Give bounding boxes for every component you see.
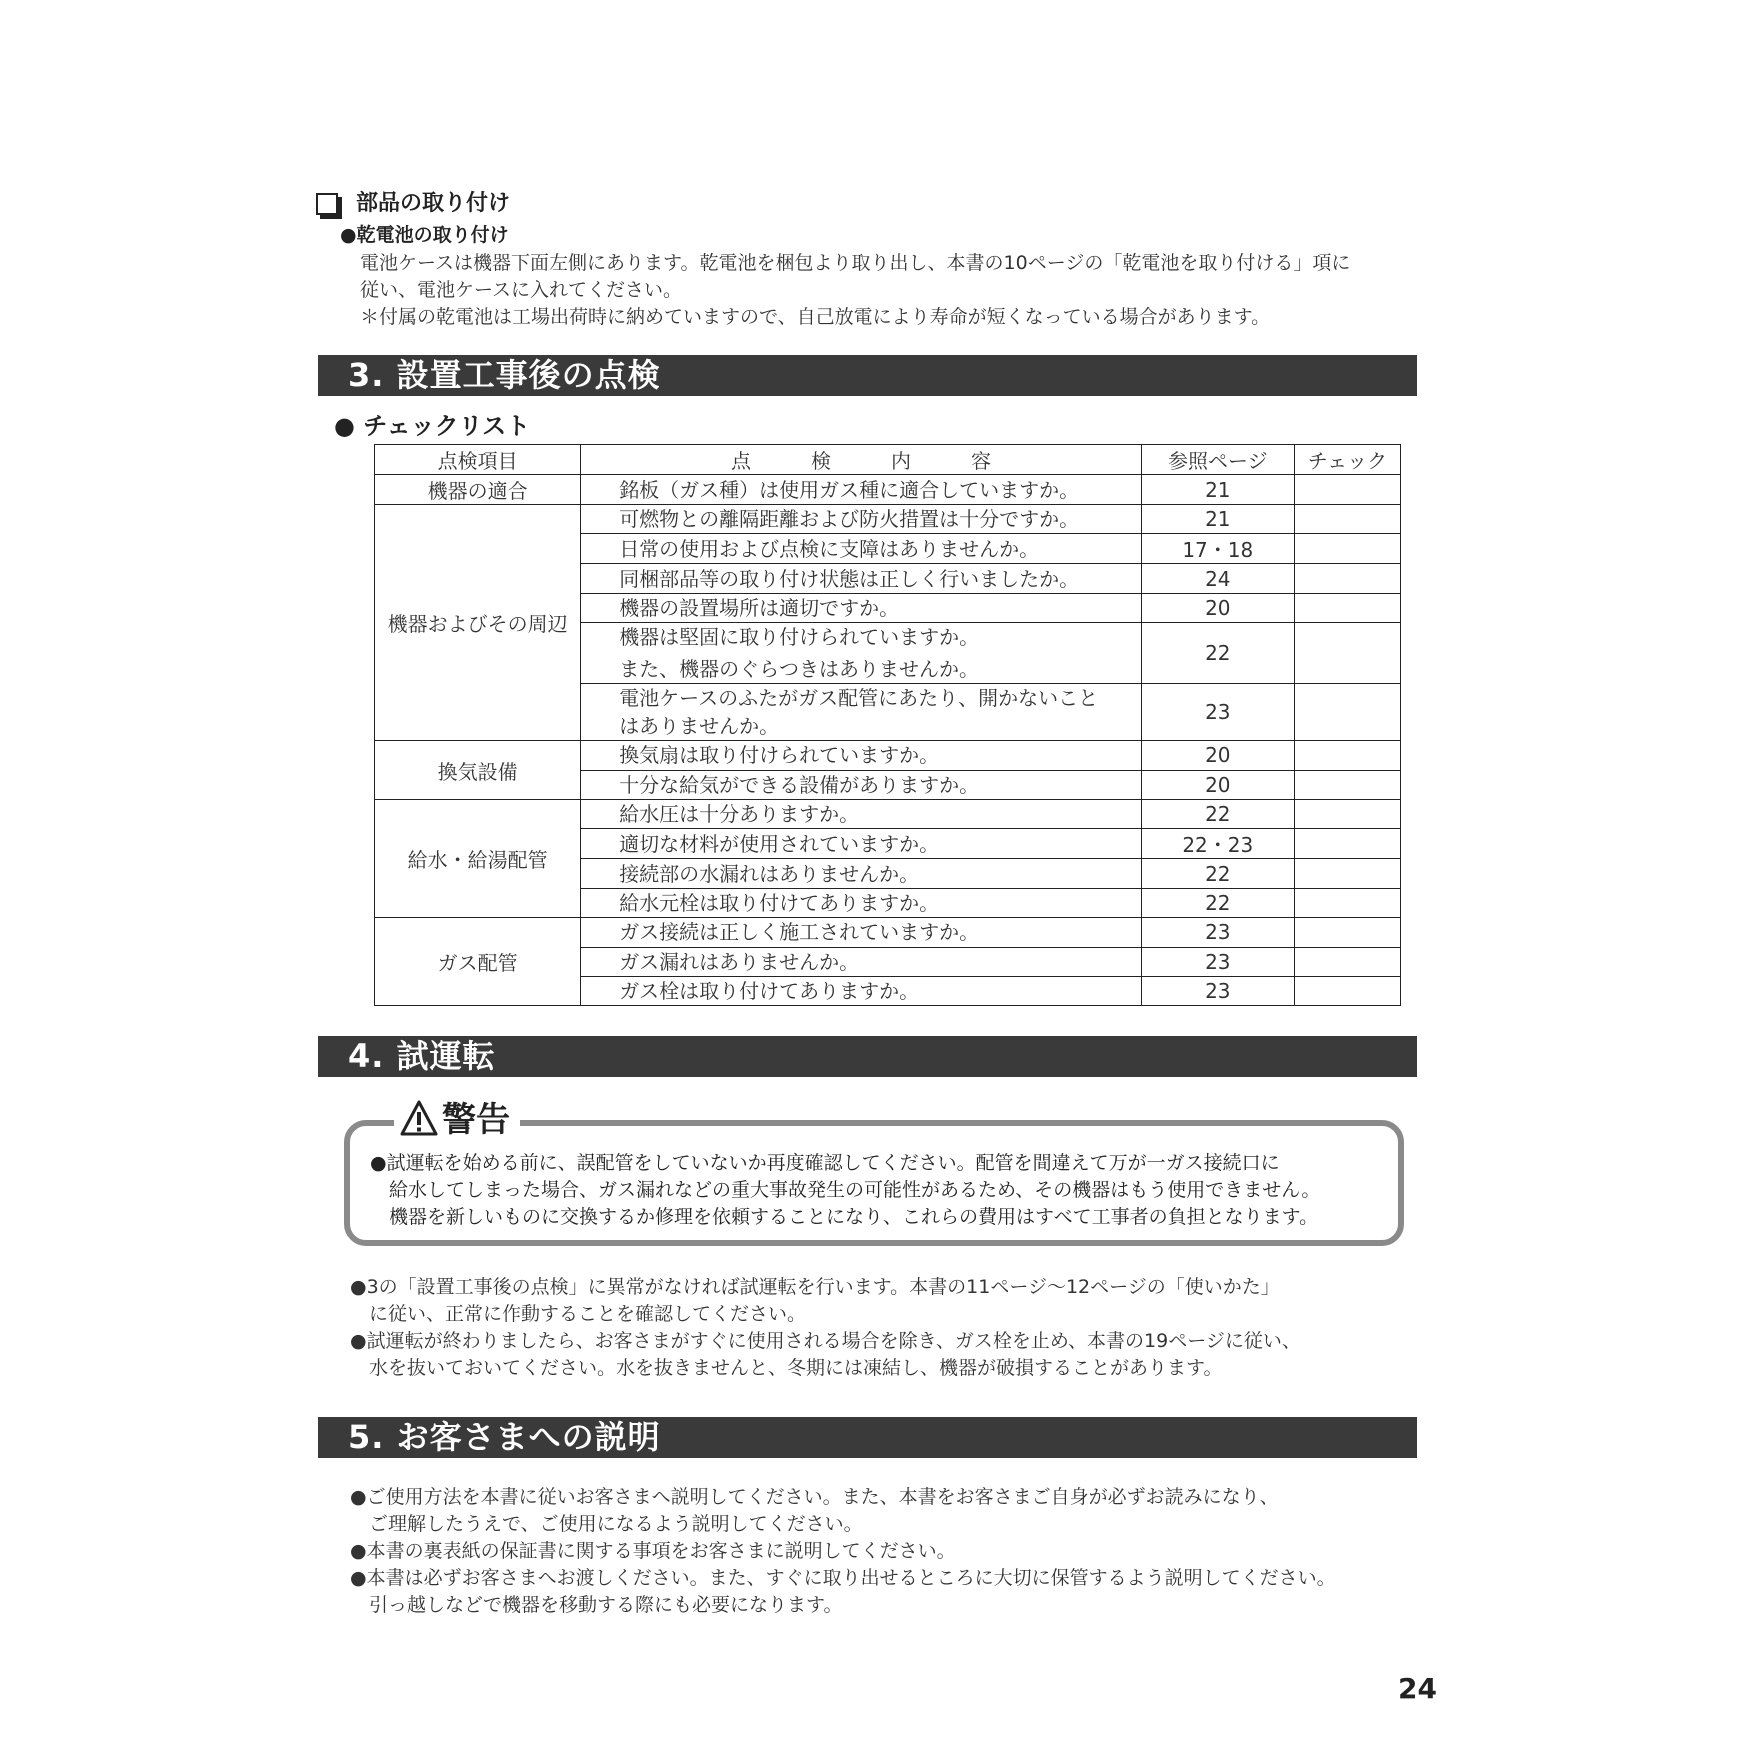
content-cell	[581, 829, 1142, 859]
content-cell	[581, 534, 1142, 564]
content-cell	[581, 505, 1142, 534]
content-cell	[581, 741, 1142, 770]
content-cell	[581, 918, 1142, 947]
warning-line-1: ●試運転を始める前に、誤配管をしていないか再度確認してください。配管を間違えて万が一ガス接続口に	[370, 1152, 1280, 1174]
ref-page-cell: 21	[1141, 475, 1294, 505]
check-cell[interactable]	[1294, 564, 1400, 593]
check-cell[interactable]	[1294, 741, 1400, 770]
check-cell[interactable]	[1294, 859, 1400, 888]
content-line: 電池ケースのふたがガス配管にあたり、開かないこと	[619, 686, 1099, 711]
content-line: ガス栓は取り付けてありますか。	[619, 979, 920, 1004]
content-cell	[581, 799, 1142, 828]
parts-line-2: 従い、電池ケースに入れてください。	[360, 279, 683, 301]
check-cell[interactable]	[1294, 829, 1400, 859]
ref-page-cell: 20	[1141, 593, 1294, 622]
content-line: 機器は堅固に取り付けられていますか。	[619, 625, 980, 650]
warning-header	[394, 1098, 520, 1142]
content-cell	[581, 947, 1142, 976]
category-cell: 給水・給湯配管	[375, 799, 581, 917]
content-cell	[581, 564, 1142, 593]
checklist-title: ● チェックリスト	[334, 412, 531, 440]
content-line: 適切な材料が使用されていますか。	[619, 831, 940, 856]
check-cell[interactable]	[1294, 947, 1400, 976]
content-line: 給水元栓は取り付けてありますか。	[619, 890, 940, 915]
explain-line-2: ご理解したうえで、ご使用になるよう説明してください。	[350, 1513, 863, 1535]
ref-page-cell: 22	[1141, 888, 1294, 917]
content-line: はありませんか。	[619, 714, 780, 739]
content-cell	[581, 593, 1142, 622]
content-line: 十分な給気ができる設備がありますか。	[619, 772, 980, 797]
content-line: また、機器のぐらつきはありませんか。	[619, 657, 979, 682]
explain-line-5: 引っ越しなどで機器を移動する際にも必要になります。	[350, 1594, 843, 1616]
content-line: 給水圧は十分ありますか。	[619, 802, 860, 827]
ref-page-cell: 24	[1141, 564, 1294, 593]
header-content: 点 検 内 容	[581, 445, 1142, 475]
parts-line-3: ＊付属の乾電池は工場出荷時に納めていますので、自己放電により寿命が短くなっている場合があります。	[360, 306, 1271, 328]
trial-line-3: ●試運転が終わりましたら、お客さまがすぐに使用される場合を除き、ガス栓を止め、本書の19ページに従い、	[350, 1330, 1301, 1352]
content-line: 接続部の水漏れはありませんか。	[619, 861, 920, 886]
table-row	[375, 741, 1401, 770]
category-cell: 機器およびその周辺	[375, 505, 581, 741]
category-cell: ガス配管	[375, 918, 581, 1006]
content-line: ガス接続は正しく施工されていますか。	[619, 920, 980, 945]
check-cell[interactable]	[1294, 505, 1400, 534]
check-cell[interactable]	[1294, 593, 1400, 622]
ref-page-cell: 20	[1141, 770, 1294, 799]
check-cell[interactable]	[1294, 918, 1400, 947]
content-cell	[581, 684, 1142, 741]
check-cell[interactable]	[1294, 684, 1400, 741]
subsection-title-battery: ●乾電池の取り付け	[340, 224, 509, 246]
trial-line-2: に従い、正常に作動することを確認してください。	[350, 1303, 807, 1325]
content-cell	[581, 623, 1142, 684]
content-cell	[581, 976, 1142, 1005]
ref-page-cell: 22	[1141, 623, 1294, 684]
category-cell: 機器の適合	[375, 475, 581, 505]
warning-line-3: 機器を新しいものに交換するか修理を依頼することになり、これらの費用はすべて工事者の負担となります。	[370, 1206, 1319, 1228]
content-line: 銘板（ガス種）は使用ガス種に適合していますか。	[619, 477, 1080, 502]
explain-line-4: ●本書は必ずお客さまへお渡しください。また、すぐに取り出せるところに大切に保管するよう説明してください。	[350, 1567, 1336, 1589]
table-row	[375, 505, 1401, 534]
header-item: 点検項目	[375, 445, 581, 475]
section-bar-5: 5. お客さまへの説明	[318, 1417, 1417, 1458]
section-bar-3: 3. 設置工事後の点検	[318, 355, 1417, 396]
table-row	[375, 475, 1401, 505]
table-row	[375, 799, 1401, 828]
check-cell[interactable]	[1294, 799, 1400, 828]
section-bar-4: 4. 試運転	[318, 1036, 1417, 1077]
section-title-parts: 部品の取り付け	[356, 191, 511, 216]
page-number: 24	[1398, 1672, 1437, 1705]
ref-page-cell: 22・23	[1141, 829, 1294, 859]
ref-page-cell: 23	[1141, 918, 1294, 947]
content-line: ガス漏れはありませんか。	[619, 949, 860, 974]
content-line: 日常の使用および点検に支障はありませんか。	[619, 536, 1040, 561]
ref-page-cell: 21	[1141, 505, 1294, 534]
table-row	[375, 918, 1401, 947]
content-line: 換気扇は取り付けられていますか。	[619, 743, 940, 768]
explain-line-1: ●ご使用方法を本書に従いお客さまへ説明してください。また、本書をお客さまご自身が必ずお読みになり、	[350, 1486, 1279, 1508]
content-line: 同梱部品等の取り付け状態は正しく行いましたか。	[619, 566, 1080, 591]
content-cell	[581, 475, 1142, 505]
check-cell[interactable]	[1294, 475, 1400, 505]
check-cell[interactable]	[1294, 623, 1400, 684]
explain-line-3: ●本書の裏表紙の保証書に関する事項をお客さまに説明してください。	[350, 1540, 956, 1562]
content-line: 可燃物との離隔距離および防火措置は十分ですか。	[619, 507, 1080, 532]
check-cell[interactable]	[1294, 534, 1400, 564]
ref-page-cell: 22	[1141, 799, 1294, 828]
trial-line-1: ●3の「設置工事後の点検」に異常がなければ試運転を行います。本書の11ページ～12ページの「使いかた」	[350, 1276, 1280, 1298]
parts-line-1: 電池ケースは機器下面左側にあります。乾電池を梱包より取り出し、本書の10ページの「乾電池を取り付ける」項に	[360, 252, 1351, 274]
header-check: チェック	[1294, 445, 1400, 475]
ref-page-cell: 17・18	[1141, 534, 1294, 564]
content-cell	[581, 770, 1142, 799]
ref-page-cell: 23	[1141, 947, 1294, 976]
check-cell[interactable]	[1294, 888, 1400, 917]
content-line: 機器の設置場所は適切ですか。	[619, 595, 900, 620]
checklist-table	[374, 444, 1401, 1006]
header-ref-page: 参照ページ	[1141, 445, 1294, 475]
ref-page-cell: 20	[1141, 741, 1294, 770]
ref-page-cell: 23	[1141, 684, 1294, 741]
section-square-icon	[316, 193, 338, 215]
content-cell	[581, 888, 1142, 917]
check-cell[interactable]	[1294, 770, 1400, 799]
ref-page-cell: 22	[1141, 859, 1294, 888]
ref-page-cell: 23	[1141, 976, 1294, 1005]
warning-line-2: 給水してしまった場合、ガス漏れなどの重大事故発生の可能性があるため、その機器はもう使用できません。	[370, 1179, 1321, 1201]
warning-triangle-icon	[400, 1100, 438, 1136]
warning-title: 警告	[442, 1100, 510, 1140]
content-cell	[581, 859, 1142, 888]
category-cell: 換気設備	[375, 741, 581, 800]
table-header-row	[375, 445, 1401, 475]
check-cell[interactable]	[1294, 976, 1400, 1005]
trial-line-4: 水を抜いておいてください。水を抜きませんと、冬期には凍結し、機器が破損することがあります。	[350, 1357, 1223, 1379]
